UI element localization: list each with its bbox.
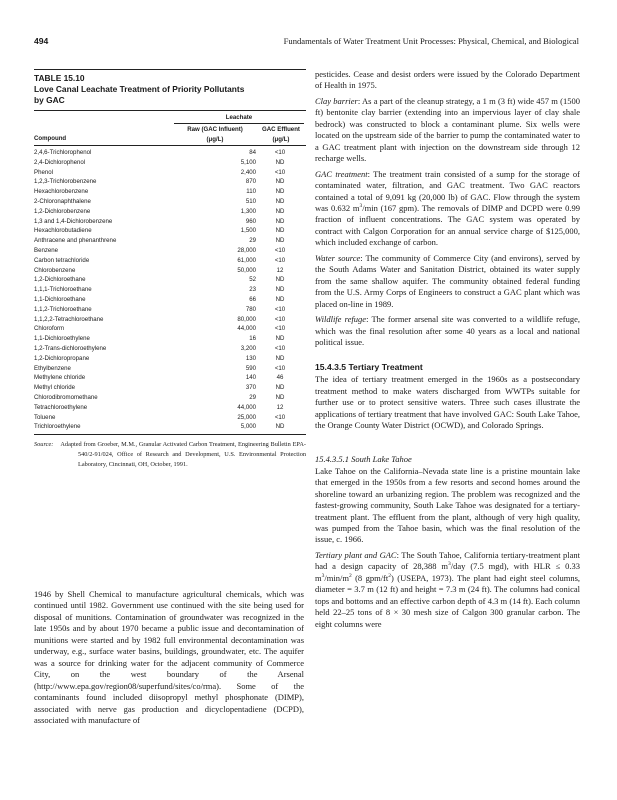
compound-cell: 1,1,2-Trichloroethane <box>34 305 92 313</box>
left-body-text: 1946 by Shell Chemical to manufacture agricultural chemicals, which was continued until 1982. Government use continued with the site being used for disposal of munitions. Contamination of groundwater was recognized in the late 1950s and by about 1970 became a public issue and decontamination of munitions were started and by 1982 full environmental decontamination was underway, e.g., surface water basins, buildings, groundwater, etc. The aquifer was a source for drinking water for the adjacent community of Commerce City, on the west boundary of the Arsenal (http://www.epa.gov/region08/superfund/sites/co/rma). Some of the contaminants found included diisopropyl methyl phosphonate (DIMP), associated with nerve gas production and dicyclopentadiene (DCPD), associated with manufacture of <box>34 589 304 725</box>
gac-text-b: /min (167 gpm). The removals of DIMP and DCPD were 0.99 fraction of influent concentrations. The GAC system was operated by contract with Calgon Corporation for an annual service charge of $125,000, which included exchange of carbon. <box>315 202 580 248</box>
effluent-value-cell: 12 <box>276 266 284 274</box>
effluent-value-cell: ND <box>275 286 285 294</box>
gac-text-a: : The treatment train consisted of a sump for the storage of contaminated water, filtration, and GAC treatment. Two GAC reactors contained a total of 9,091 kg (20,000 lb) of GAC. Flow through the system was 0.632 m <box>315 168 580 213</box>
raw-value-cell: 5,000 <box>240 423 256 431</box>
effluent-value-cell: <10 <box>274 325 286 333</box>
effluent-value-cell: ND <box>275 423 285 431</box>
raw-value-cell: 2,400 <box>240 168 256 176</box>
col-compound: Compound <box>34 135 67 142</box>
para-lake-tahoe: Lake Tahoe on the California–Nevada state line is a pristine mountain lake that emerged in the 1950s from a few resorts and second homes around the shoreline toward an urbanizing region. The problem was recognized and the fastest-growing community, South Lake Tahoe was designated for a tertiary-treatment plant. The effluent from the plant, although of very high quality, was pumped from the Tahoe basin, which was the final resolution of the issue, c. 1966. <box>315 465 580 545</box>
table-bottom-rule <box>34 434 306 435</box>
table-row <box>34 285 306 295</box>
compound-cell: 1,2-Trans-dichloroethylene <box>34 344 107 352</box>
water-label: Water source <box>315 252 361 263</box>
plant-label: Tertiary plant and GAC <box>315 549 397 560</box>
compound-cell: Phenol <box>34 168 53 176</box>
effluent-value-cell: <10 <box>274 168 286 176</box>
effluent-value-cell: <10 <box>274 315 286 323</box>
table-body <box>34 146 306 434</box>
compound-cell: 1,2-Dichloroethane <box>34 276 86 284</box>
table-row <box>34 422 306 432</box>
table-row <box>34 354 306 364</box>
right-column <box>315 69 580 630</box>
wild-label: Wildlife refuge <box>315 314 367 325</box>
raw-value-cell: 510 <box>245 197 256 205</box>
effluent-value-cell: ND <box>275 354 285 362</box>
table-row <box>34 256 306 266</box>
table-source <box>34 440 306 470</box>
table-row <box>34 403 306 413</box>
compound-cell: Toluene <box>34 413 56 421</box>
plant-d: (8 gpm/ft <box>351 572 389 583</box>
compound-cell: 1,2-Dichloropropane <box>34 354 90 362</box>
compound-cell: 2-Chloronaphthalene <box>34 197 91 205</box>
running-header <box>34 36 579 50</box>
table-row <box>34 207 306 217</box>
table-row <box>34 334 306 344</box>
raw-value-cell: 44,000 <box>237 325 256 333</box>
table-top-rule <box>34 69 306 70</box>
compound-cell: Methylene chloride <box>34 374 86 382</box>
effluent-value-cell: <10 <box>274 305 286 313</box>
compound-cell: Trichloroethylene <box>34 423 81 431</box>
para-water-source <box>315 253 580 310</box>
running-title: Fundamentals of Water Treatment Unit Processes: Physical, Chemical, and Biological <box>283 36 579 46</box>
subsection-heading: 15.4.3.5.1 South Lake Tahoe <box>315 453 412 464</box>
raw-value-cell: 28,000 <box>237 246 256 254</box>
raw-value-cell: 52 <box>249 276 256 284</box>
compound-cell: Carbon tetrachloride <box>34 256 90 264</box>
raw-value-cell: 5,100 <box>240 158 256 166</box>
compound-cell: Chlorobenzene <box>34 266 76 274</box>
table-row <box>34 383 306 393</box>
table-label: TABLE 15.10 <box>34 73 85 83</box>
raw-value-cell: 66 <box>249 295 256 303</box>
leachate-header: Leachate <box>225 114 253 121</box>
pollutant-table <box>34 111 306 435</box>
para-gac-treatment <box>315 169 580 249</box>
raw-value-cell: 84 <box>249 149 256 156</box>
water-text: : The community of Commerce City (and environs), served by the South Adams Water and Sanitation District, obtained its water supply from the same shallow aquifer. The community obtained federal funding from the U.S. Army Corps of Engineers to construct a GAC plant which was placed on-line in 1989. <box>315 252 581 309</box>
effluent-value-cell: ND <box>275 227 285 235</box>
table-row <box>34 266 306 276</box>
table-row <box>34 148 306 158</box>
plant-c: /min/m <box>324 572 349 583</box>
effluent-value-cell: ND <box>275 335 285 343</box>
table-row <box>34 158 306 168</box>
raw-value-cell: 870 <box>245 178 256 186</box>
raw-value-cell: 61,000 <box>237 256 256 264</box>
compound-cell: 1,2,3-Trichlorobenzene <box>34 178 97 186</box>
page-number: 494 <box>34 36 49 46</box>
compound-cell: 1,3 and 1,4-Dichlorobenzene <box>34 217 113 225</box>
table-row <box>34 275 306 285</box>
raw-value-cell: 25,000 <box>237 413 256 421</box>
plant-sup-1: 3 <box>448 561 451 568</box>
para-tertiary: The idea of tertiary treatment emerged in the 1960s as a postsecondary treatment method to make waters discharged from WWTPs suitable for further use or to protect sensitive waters. Three such cases illustrate the applications of tertiary treatment that have involved GAC: South Lake Tahoe, the Orange County Water District (OCWD), and Colorado Springs. <box>315 374 580 431</box>
effluent-value-cell: ND <box>275 295 285 303</box>
effluent-value-cell: ND <box>275 237 285 245</box>
compound-cell: 2,4-Dichlorophenol <box>34 158 86 166</box>
source-label: Source: <box>34 441 54 449</box>
plant-a: : The South Tahoe, California tertiary-treatment plant had a design capacity of 28,388 m <box>315 549 580 572</box>
para-intro: pesticides. Cease and desist orders were issued by the Colorado Department of Health in 1975. <box>315 69 580 91</box>
effluent-value-cell: ND <box>275 158 285 166</box>
col-raw-2: (μg/L) <box>206 136 224 143</box>
table-row <box>34 226 306 236</box>
table-row <box>34 305 306 315</box>
plant-e: ) (USEPA, 1973). The plant had eight steel columns, diameter = 3.7 m (12 ft) and height = 7.3 m (24 ft). The columns had conical tops and bottoms and an effective carbon depth of 4.3 m (14 ft). Each column held 22–25 tons of 8 × 30 mesh size of Calgon 300 granular carbon. The eight columns were <box>315 572 581 629</box>
table-row <box>34 393 306 403</box>
para-clay-barrier <box>315 96 580 165</box>
effluent-value-cell: ND <box>275 393 285 401</box>
table-row <box>34 217 306 227</box>
raw-value-cell: 3,200 <box>240 344 256 352</box>
table-title: Love Canal Leachate Treatment of Priority Pollutants by GAC <box>34 84 245 105</box>
compound-cell: 2,4,6-Trichlorophenol <box>34 149 92 156</box>
table-row <box>34 197 306 207</box>
raw-value-cell: 44,000 <box>237 403 256 411</box>
effluent-value-cell: <10 <box>274 344 286 352</box>
compound-cell: Benzene <box>34 246 59 254</box>
compound-cell: 1,1-Dichloroethane <box>34 295 86 303</box>
compound-cell: Chloroform <box>34 325 65 333</box>
clay-text: : As a part of the cleanup strategy, a 1 m (3 ft) wide 457 m (1500 ft) bentonite clay barrier (extending into an impervious layer of clay shale bedrock) was constructed to block a contaminant plume. Six wells were located on the upstream side of the barrier to pump the contaminated water to a GAC treatment plant with injection on the downstream side through 12 recharge wells. <box>315 95 580 164</box>
table-row <box>34 315 306 325</box>
raw-value-cell: 16 <box>249 335 256 343</box>
raw-value-cell: 780 <box>245 305 256 313</box>
effluent-value-cell: 46 <box>276 374 284 382</box>
raw-value-cell: 960 <box>245 217 256 225</box>
table-row <box>34 344 306 354</box>
section-heading: 15.4.3.5 Tertiary Treatment <box>315 362 423 373</box>
plant-sup-2: 3 <box>321 572 325 579</box>
effluent-value-cell: ND <box>275 384 285 392</box>
para-wildlife-refuge <box>315 314 580 348</box>
gac-label: GAC treatment <box>315 168 368 179</box>
table-row <box>34 187 306 197</box>
effluent-value-cell: <10 <box>274 149 286 156</box>
table-group-header <box>34 111 306 124</box>
plant-sup-4: 2 <box>388 572 392 579</box>
plant-b: /day (7.5 mgd), with HLR ≤ 0.33 m <box>315 561 580 583</box>
effluent-value-cell: ND <box>275 197 285 205</box>
source-text: Adapted from Groeber, M.M., Granular Activated Carbon Treatment, Engineering Bulletin EPA-540/2-91/024, Office of Research and Development, U.S. Environmental Protection Laboratory, Cincinnati, OH, October, 1991. <box>60 441 306 469</box>
table-row <box>34 324 306 334</box>
compound-cell: Tetrachloroethylene <box>34 403 88 411</box>
effluent-value-cell: ND <box>275 276 285 284</box>
wild-text: : The former arsenal site was converted to a wildlife refuge, which was the final resolution after some 40 years as a local and national political issue. <box>315 314 580 347</box>
compound-cell: Chlorodibromomethane <box>34 393 98 401</box>
effluent-value-cell: ND <box>275 217 285 225</box>
col-eff-1: GAC Effluent <box>262 126 300 133</box>
effluent-value-cell: ND <box>275 188 285 196</box>
table-row <box>34 236 306 246</box>
raw-value-cell: 80,000 <box>237 315 256 323</box>
effluent-value-cell: ND <box>275 178 285 186</box>
clay-label: Clay barrier <box>315 95 358 106</box>
col-eff-2: (μg/L) <box>272 136 290 143</box>
compound-cell: 1,1-Dichloroethylene <box>34 335 90 343</box>
compound-cell: Hexachlorobenzene <box>34 188 89 196</box>
raw-value-cell: 590 <box>245 364 256 372</box>
table-row <box>34 295 306 305</box>
table-block <box>34 69 306 470</box>
raw-value-cell: 140 <box>245 374 256 382</box>
compound-cell: Methyl chloride <box>34 384 75 392</box>
effluent-value-cell: <10 <box>274 364 286 372</box>
table-row <box>34 413 306 423</box>
raw-value-cell: 110 <box>246 188 256 196</box>
effluent-value-cell: <10 <box>274 256 286 264</box>
effluent-value-cell: 12 <box>276 403 284 411</box>
table-column-header <box>34 124 306 145</box>
raw-value-cell: 50,000 <box>237 266 256 274</box>
effluent-value-cell: <10 <box>274 413 286 421</box>
gac-sup: 3 <box>359 203 363 210</box>
plant-sup-3: 2 <box>348 572 352 579</box>
raw-value-cell: 29 <box>249 237 256 245</box>
compound-cell: Ethylbenzene <box>34 364 71 372</box>
compound-cell: 1,2-Dichlorobenzene <box>34 207 91 215</box>
table-row <box>34 246 306 256</box>
table-row <box>34 177 306 187</box>
table-row <box>34 168 306 178</box>
raw-value-cell: 1,500 <box>240 227 256 235</box>
raw-value-cell: 23 <box>249 286 256 294</box>
para-tertiary-plant <box>315 550 580 630</box>
compound-cell: Hexachlorobutadiene <box>34 227 92 235</box>
compound-cell: 1,1,2,2-Tetrachloroethane <box>34 315 104 323</box>
raw-value-cell: 130 <box>245 354 256 362</box>
compound-cell: 1,1,1-Trichloroethane <box>34 286 92 294</box>
raw-value-cell: 370 <box>245 384 256 392</box>
table-row <box>34 364 306 374</box>
compound-cell: Anthracene and phenanthrene <box>34 237 117 245</box>
effluent-value-cell: ND <box>275 207 285 215</box>
col-raw-1: Raw (GAC Influent) <box>187 126 243 133</box>
raw-value-cell: 29 <box>249 393 256 401</box>
table-row <box>34 373 306 383</box>
raw-value-cell: 1,300 <box>240 207 256 215</box>
effluent-value-cell: <10 <box>274 246 286 254</box>
